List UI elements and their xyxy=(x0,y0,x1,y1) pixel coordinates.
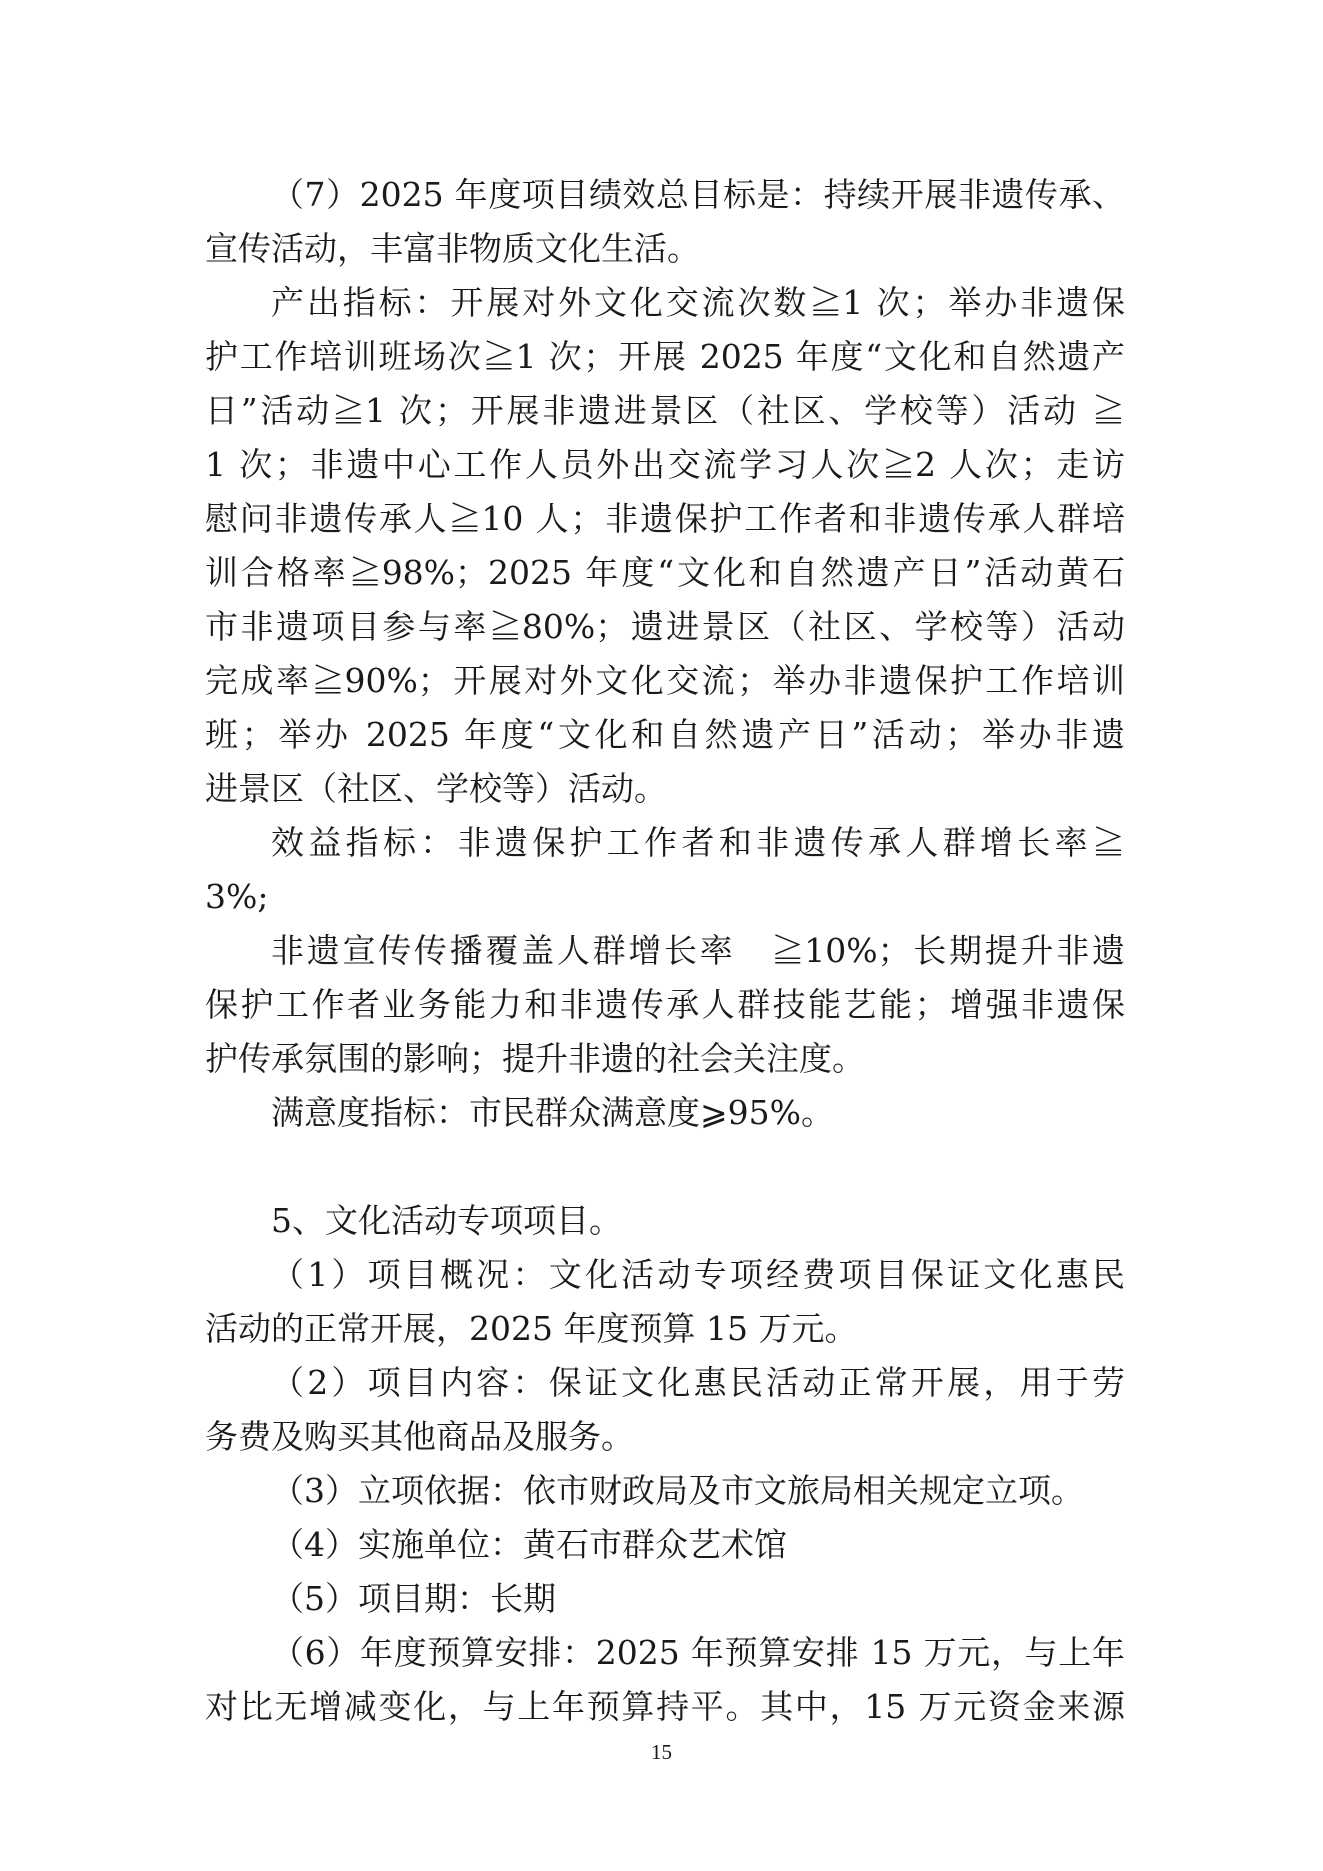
text-line: 日”活动≧1 次；开展非遗进景区（社区、学校等）活动 ≧ xyxy=(205,391,1125,430)
text-line: 非遗宣传传播覆盖人群增长率 ≧10%；长期提升非遗 xyxy=(271,931,1125,970)
text-line: 对比无增减变化，与上年预算持平。其中，15 万元资金来源 xyxy=(205,1687,1125,1726)
text-line: 进景区（社区、学校等）活动。 xyxy=(205,769,667,808)
page-number: 15 xyxy=(651,1740,672,1764)
text-line: （6）年度预算安排：2025 年预算安排 15 万元，与上年 xyxy=(271,1633,1125,1672)
text-line: （3）立项依据：依市财政局及市文旅局相关规定立项。 xyxy=(271,1471,1084,1510)
text-line: 产出指标：开展对外文化交流次数≧1 次；举办非遗保 xyxy=(271,283,1125,322)
text-line: 宣传活动，丰富非物质文化生活。 xyxy=(205,229,700,268)
text-line: 市非遗项目参与率≧80%；遗进景区（社区、学校等）活动 xyxy=(205,607,1125,646)
text-line: 3%; xyxy=(205,877,269,916)
text-line: 效益指标：非遗保护工作者和非遗传承人群增长率≧ xyxy=(271,823,1125,862)
text-line: 保护工作者业务能力和非遗传承人群技能艺能；增强非遗保 xyxy=(205,985,1125,1024)
text-line: （1）项目概况：文化活动专项经费项目保证文化惠民 xyxy=(271,1255,1125,1294)
document-body xyxy=(205,168,1125,1734)
text-line: （7）2025 年度项目绩效总目标是：持续开展非遗传承、 xyxy=(271,175,1125,214)
text-line: 完成率≧90%；开展对外文化交流；举办非遗保护工作培训 xyxy=(205,661,1125,700)
text-line: 务费及购买其他商品及服务。 xyxy=(205,1417,634,1456)
text-line: 护工作培训班场次≧1 次；开展 2025 年度“文化和自然遗产 xyxy=(205,337,1125,376)
text-line: 满意度指标：市民群众满意度⩾95%。 xyxy=(271,1093,834,1132)
paragraph-gap xyxy=(205,1140,1125,1194)
text-line: 慰问非遗传承人≧10 人；非遗保护工作者和非遗传承人群培 xyxy=(205,499,1125,538)
section-heading: 5、文化活动专项项目。 xyxy=(271,1201,622,1240)
text-line: （5）项目期：长期 xyxy=(271,1579,556,1618)
text-line: 训合格率≧98%；2025 年度“文化和自然遗产日”活动黄石 xyxy=(205,553,1125,592)
text-line: （4）实施单位：黄石市群众艺术馆 xyxy=(271,1525,787,1564)
text-line: 班；举办 2025 年度“文化和自然遗产日”活动；举办非遗 xyxy=(205,715,1125,754)
text-line: （2）项目内容：保证文化惠民活动正常开展，用于劳 xyxy=(271,1363,1125,1402)
text-line: 活动的正常开展，2025 年度预算 15 万元。 xyxy=(205,1309,858,1348)
text-line: 1 次；非遗中心工作人员外出交流学习人次≧2 人次；走访 xyxy=(205,445,1125,484)
text-line: 护传承氛围的影响；提升非遗的社会关注度。 xyxy=(205,1039,865,1078)
